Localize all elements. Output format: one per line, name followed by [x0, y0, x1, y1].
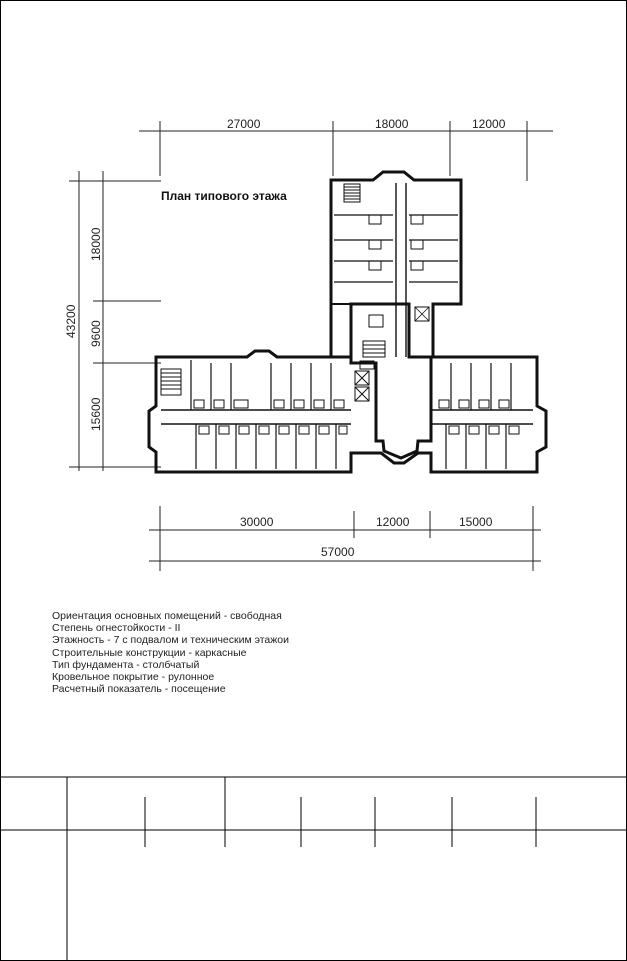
spec-indicator: Расчетный показатель - посещение	[52, 683, 226, 696]
dim-bottom-2: 12000	[376, 515, 410, 529]
plan-title: План типового этажа	[161, 189, 287, 203]
spec-roofing: Кровельное покрытие - рулонное	[52, 671, 215, 684]
dim-left-1: 18000	[89, 227, 103, 261]
spec-floors: Этажность - 7 с подвалом и техническим этажои	[52, 634, 290, 647]
dim-top-3: 12000	[472, 117, 506, 131]
spec-fire-resistance: Степень огнестойкости - II	[52, 622, 181, 635]
spec-structure: Строительные конструкции - каркасные	[52, 646, 247, 659]
spec-foundation: Тип фундамента - столбчатый	[52, 658, 200, 671]
spec-orientation: Ориентация основных помещений - свободная	[52, 610, 282, 622]
dim-top-1: 27000	[227, 117, 261, 131]
dim-left-2: 9600	[89, 320, 103, 347]
dim-bottom-3: 15000	[459, 515, 493, 529]
dim-left-total: 43200	[64, 304, 78, 338]
dim-top-2: 18000	[375, 117, 409, 131]
dim-left-3: 15600	[89, 397, 103, 431]
dim-bottom-1: 30000	[240, 515, 274, 529]
empty-table-grid	[1, 1, 626, 960]
dim-bottom-total: 57000	[321, 545, 355, 559]
